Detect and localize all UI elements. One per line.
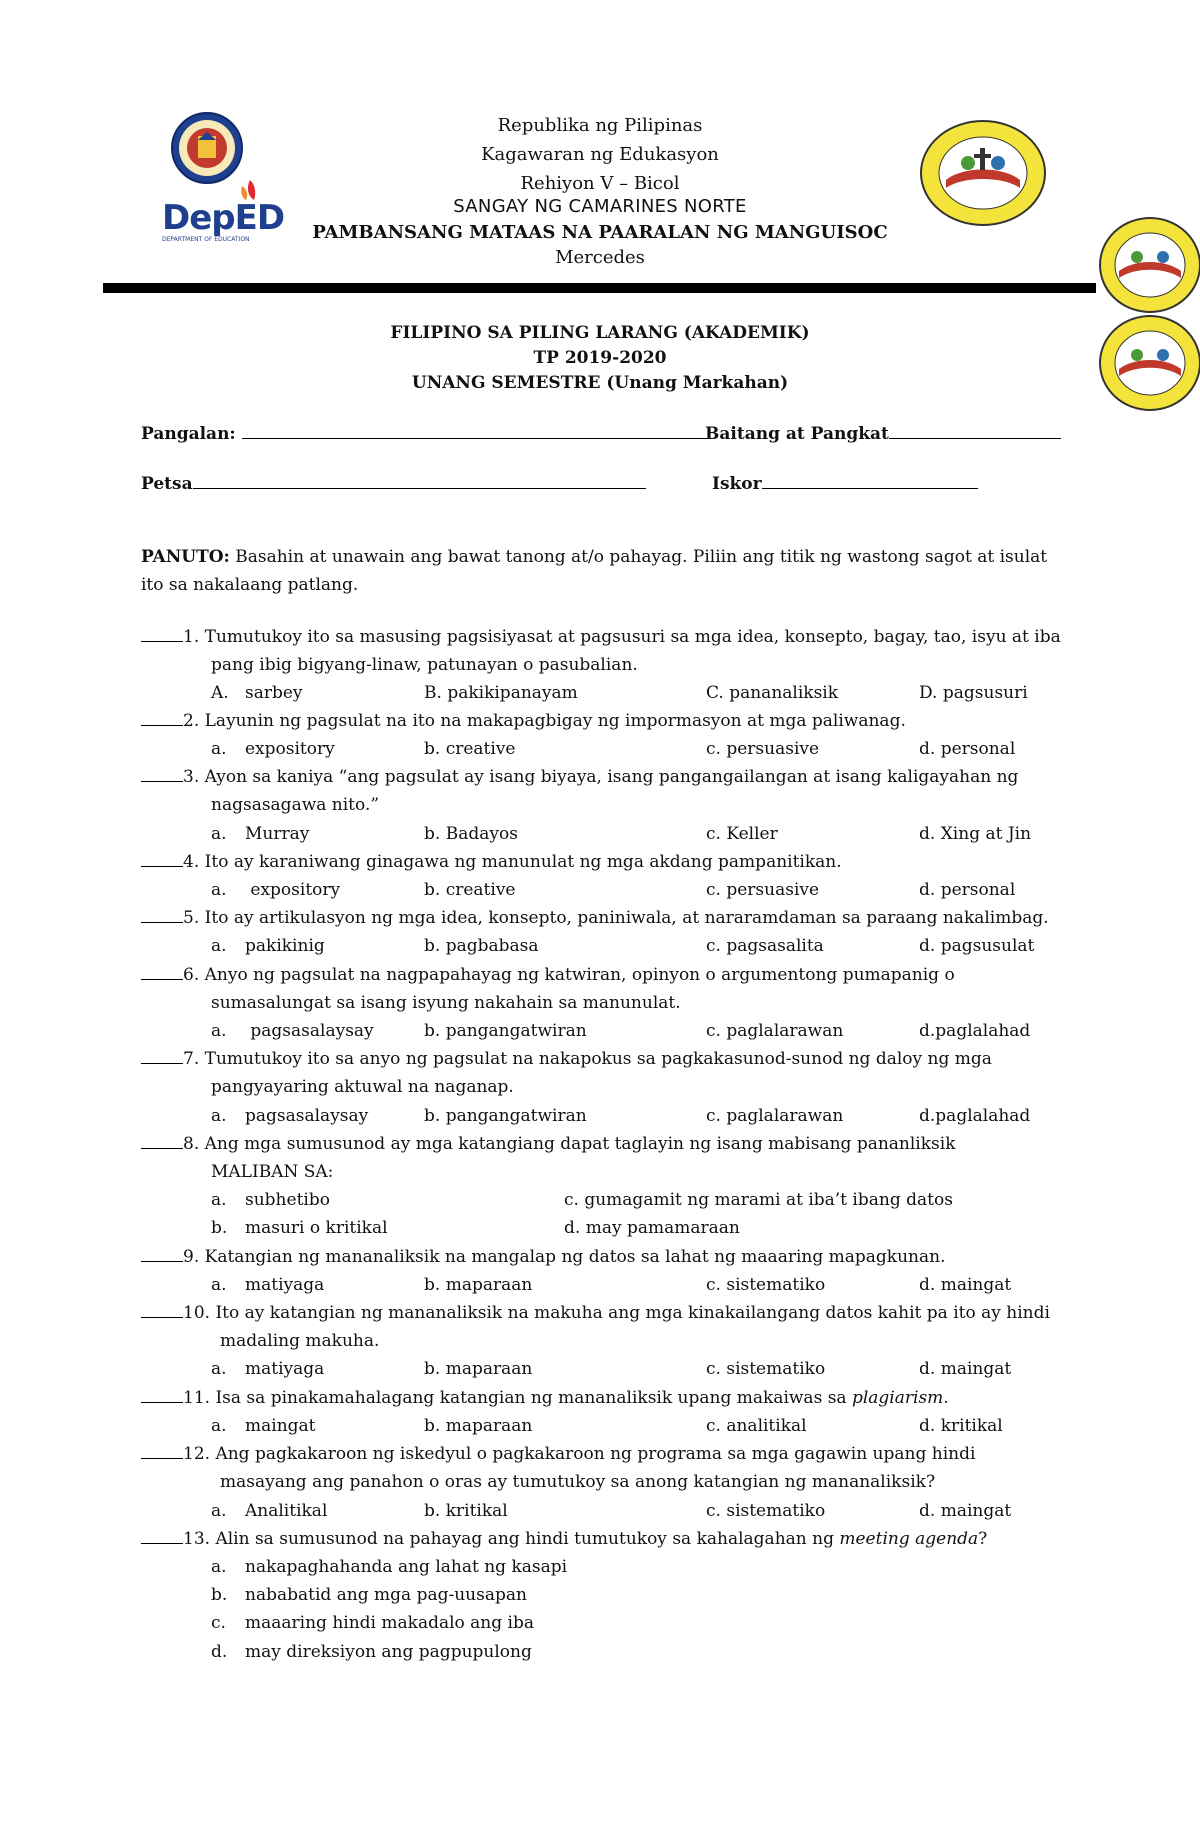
question-10: 10. Ito ay katangian ng mananaliksik na makuha ang mga kinakailangang datos kahit pa ito ay hindi [141,1299,1050,1327]
option: b. pangangatwiran [424,1021,587,1041]
score-field [712,470,978,495]
option: d. personal [919,739,1016,759]
question-6: 6. Anyo ng pagsulat na nagpapahayag ng katwiran, opinyon o argumentong pumapanig o [141,961,955,989]
option: b. nababatid ang mga pag-uusapan [211,1585,527,1605]
option: a. subhetibo [211,1190,330,1210]
exam-semester: UNANG SEMESTRE (Unang Markahan) [411,373,789,393]
option: c. sistematiko [706,1275,826,1295]
header-department: Kagawaran ng Edukasyon [481,144,719,165]
answer-blank[interactable] [141,1045,183,1064]
option: a. maingat [211,1416,316,1436]
option: d. kritikal [919,1416,1003,1436]
answer-blank[interactable] [141,1243,183,1262]
option: b. maparaan [424,1275,533,1295]
answer-blank[interactable] [141,904,183,923]
option: a. Murray [211,824,310,844]
question-10-cont: madaling makuha. [220,1331,380,1351]
question-5: 5. Ito ay artikulasyon ng mga idea, konsepto, paniniwala, at nararamdaman sa paraang nakalimbag. [141,904,1049,932]
header-location: Mercedes [555,247,645,268]
option: a. pagsasalaysay [211,1106,369,1126]
option: D. pagsusuri [919,683,1028,703]
option: d. maingat [919,1501,1012,1521]
question-9: 9. Katangian ng mananaliksik na mangalap ng datos sa lahat ng maaaring mapagkunan. [141,1243,945,1271]
question-12: 12. Ang pagkakaroon ng iskedyul o pagkakaroon ng programa sa mga gagawin upang hindi [141,1440,975,1468]
question-11: 11. Isa sa pinakamahalagang katangian ng mananaliksik upang makaiwas sa plagiarism. [141,1384,949,1412]
option: d. may direksiyon ang pagpupulong [211,1642,532,1662]
name-label: Pangalan: [141,424,236,444]
option: a. matiyaga [211,1275,325,1295]
option: a. nakapaghahanda ang lahat ng kasapi [211,1557,568,1577]
option: c. sistematiko [706,1501,826,1521]
question-7-cont: pangyayaring aktuwal na naganap. [211,1077,514,1097]
option: a. Analitikal [211,1501,328,1521]
option: d.paglalahad [919,1106,1031,1126]
question-3: 3. Ayon sa kaniya “ang pagsulat ay isang biyaya, isang pangangailangan at isang kaligayahan ng [141,763,1018,791]
option: c. maaaring hindi makadalo ang iba [211,1613,534,1633]
answer-blank[interactable] [141,1525,183,1544]
option: c. sistematiko [706,1359,826,1379]
exam-year: TP 2019-2020 [533,348,667,368]
option: d. personal [919,880,1016,900]
header-region: Rehiyon V – Bicol [520,173,680,194]
option: c. Keller [706,824,778,844]
option: c. pagsasalita [706,936,824,956]
answer-blank[interactable] [141,961,183,980]
name-field [141,420,708,445]
option: a. expository [211,880,341,900]
option: a. pagsasalaysay [211,1021,374,1041]
answer-blank[interactable] [141,1384,183,1403]
instructions [141,543,1061,599]
score-blank[interactable] [762,470,978,489]
option: b. creative [424,739,516,759]
option: c. persuasive [706,739,820,759]
option: b. creative [424,880,516,900]
question-1-cont: pang ibig bigyang-linaw, patunayan o pasubalian. [211,655,638,675]
question-6-cont: sumasalungat sa isang isyung nakahain sa manunulat. [211,993,681,1013]
header-division: SANGAY NG CAMARINES NORTE [453,196,747,217]
answer-blank[interactable] [141,1440,183,1459]
option: A. sarbey [211,683,303,703]
option: b. Badayos [424,824,518,844]
option: b. maparaan [424,1416,533,1436]
option: d. pagsusulat [919,936,1035,956]
header-divider [103,283,1096,293]
question-4: 4. Ito ay karaniwang ginagawa ng manunulat ng mga akdang pampanitikan. [141,848,842,876]
answer-blank[interactable] [141,763,183,782]
option: b. pagbabasa [424,936,539,956]
question-8: 8. Ang mga sumusunod ay mga katangiang dapat taglayin ng isang mabisang pananliksik [141,1130,956,1158]
question-3-cont: nagsasagawa nito.” [211,795,380,815]
deped-subtitle: DEPARTMENT OF EDUCATION [162,236,250,243]
header-school: PAMBANSANG MATAAS NA PAARALAN NG MANGUISOC [312,222,888,243]
option: c. paglalarawan [706,1106,844,1126]
grade-label: Baitang at Pangkat [705,424,889,444]
option: a. matiyaga [211,1359,325,1379]
option: C. pananaliksik [706,683,839,703]
option: c. persuasive [706,880,820,900]
score-label: Iskor [712,474,762,494]
option: b. pangangatwiran [424,1106,587,1126]
date-label: Petsa [141,474,193,494]
option: d. may pamamaraan [564,1218,740,1238]
option: d. maingat [919,1359,1012,1379]
option: B. pakikipanayam [424,683,578,703]
answer-blank[interactable] [141,623,183,642]
deped-wordmark: DepED [162,198,285,238]
date-field [141,470,646,495]
date-blank[interactable] [193,470,646,489]
name-blank[interactable] [242,420,708,439]
grade-blank[interactable] [889,420,1061,439]
option: a. expository [211,739,335,759]
question-12-cont: masayang ang panahon o oras ay tumutukoy sa anong katangian ng mananaliksik? [220,1472,936,1492]
instructions-text: Basahin at unawain ang bawat tanong at/o pahayag. Piliin ang titik ng wastong sagot at isulat ito sa nakalaang patlang. [141,547,1048,595]
option: d. maingat [919,1275,1012,1295]
option: d.paglalahad [919,1021,1031,1041]
answer-blank[interactable] [141,1299,183,1318]
question-2: 2. Layunin ng pagsulat na ito na makapagbigay ng impormasyon at mga paliwanag. [141,707,906,735]
answer-blank[interactable] [141,848,183,867]
grade-field [705,420,1061,445]
answer-blank[interactable] [141,707,183,726]
option: d. Xing at Jin [919,824,1032,844]
exam-subject: FILIPINO SA PILING LARANG (AKADEMIK) [390,323,810,343]
header-republic: Republika ng Pilipinas [497,115,703,136]
option: c. gumagamit ng marami at iba’t ibang datos [564,1190,953,1210]
instructions-label: PANUTO: [141,547,230,567]
option: c. paglalarawan [706,1021,844,1041]
question-8-cont: MALIBAN SA: [211,1162,334,1182]
question-13: 13. Alin sa sumusunod na pahayag ang hindi tumutukoy sa kahalagahan ng meeting agenda? [141,1525,987,1553]
question-7: 7. Tumutukoy ito sa anyo ng pagsulat na nakapokus sa pagkakasunod-sunod ng daloy ng mga [141,1045,992,1073]
option: b. kritikal [424,1501,508,1521]
question-1: 1. Tumutukoy ito sa masusing pagsisiyasat at pagsusuri sa mga idea, konsepto, bagay, tao, isyu at iba [141,623,1061,651]
option: c. analitikal [706,1416,807,1436]
answer-blank[interactable] [141,1130,183,1149]
option: b. maparaan [424,1359,533,1379]
option: a. pakikinig [211,936,325,956]
option: b. masuri o kritikal [211,1218,388,1238]
